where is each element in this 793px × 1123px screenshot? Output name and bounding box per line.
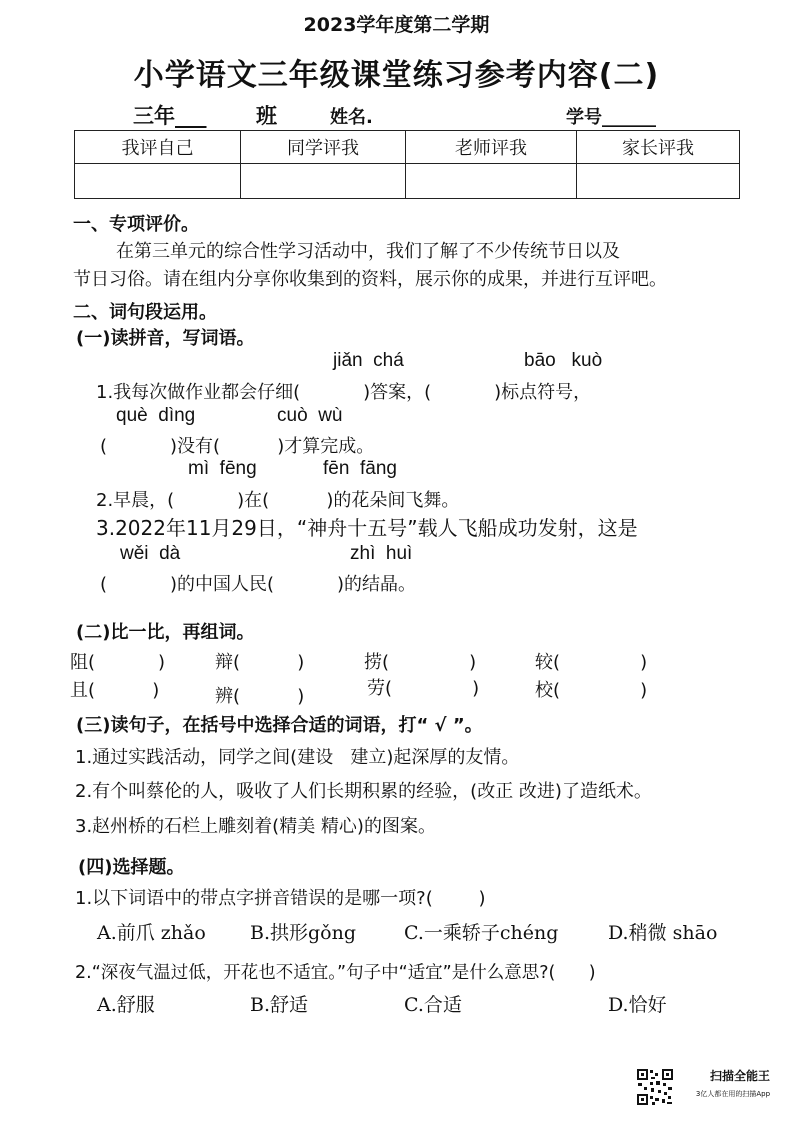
- eval-header-parent: 家长评我: [577, 131, 740, 164]
- q1-option-c: C.一乘轿子chéng: [404, 922, 559, 944]
- eval-cell-parent[interactable]: [577, 164, 740, 199]
- eval-cell-teacher[interactable]: [406, 164, 577, 199]
- part1-heading: (一)读拼音，写词语。: [76, 328, 255, 349]
- eval-header-self: 我评自己: [75, 131, 241, 164]
- compare-item-lao1: 捞( ): [364, 652, 477, 673]
- compare-item-lao2: 劳( ): [367, 678, 480, 699]
- q2-option-c: C.合适: [404, 994, 462, 1016]
- section1-heading: 一、专项评价。: [73, 214, 199, 235]
- q3-line2: ( )的中国人民( )的结晶。: [100, 574, 416, 595]
- pinyin-fenfang: fēn fāng: [323, 458, 397, 479]
- pinyin-cuowu: cuò wù: [277, 405, 343, 426]
- part3-heading: (三)读句子，在括号中选择合适的词语，打“ √ ”。: [76, 715, 483, 736]
- section1-text-line2: 节日习俗。请在组内分享你收集到的资料，展示你的成果，并进行互评吧。: [73, 269, 667, 290]
- part3-sentence3: 3.赵州桥的石栏上雕刻着(精美 精心)的图案。: [75, 816, 436, 837]
- eval-header-classmate: 同学评我: [241, 131, 406, 164]
- pinyin-mifeng: mì fēng: [188, 458, 257, 479]
- choice-question2: 2.“深夜气温过低，开花也不适宜。”句子中“适宜”是什么意思?( ): [75, 963, 596, 983]
- part2-heading: (二)比一比，再组词。: [76, 622, 255, 643]
- compare-item-xiao: 校( ): [535, 680, 648, 701]
- q2-option-d: D.恰好: [608, 994, 667, 1016]
- page-title: 小学语文三年级课堂练习参考内容(二): [133, 58, 660, 93]
- compare-item-bian2: 辨( ): [215, 686, 305, 707]
- scanner-brand-label: 扫描全能王: [709, 1069, 770, 1083]
- evaluation-table-header-row: [75, 131, 740, 164]
- q1-option-a: A.前爪 zhǎo: [97, 922, 206, 944]
- q2-option-a: A.舒服: [97, 994, 155, 1016]
- part3-sentence1: 1.通过实践活动，同学之间(建设 建立)起深厚的友情。: [75, 747, 520, 768]
- pinyin-queding: què dìng: [116, 405, 196, 426]
- compare-item-jiao: 较( ): [535, 652, 648, 673]
- evaluation-table: [74, 130, 740, 199]
- grade-field: 三年___: [133, 104, 207, 128]
- q1-line2: ( )没有( )才算完成。: [100, 436, 375, 457]
- eval-cell-self[interactable]: [75, 164, 241, 199]
- pinyin-baokuo: bāo kuò: [524, 350, 603, 371]
- q3-line1: 3.2022年11月29日，“神舟十五号”载人飞船成功发射，这是: [96, 516, 638, 540]
- part4-heading: (四)选择题。: [78, 857, 185, 878]
- class-label: 班: [256, 104, 277, 128]
- compare-item-zu: 阻( ): [70, 652, 165, 673]
- part3-sentence2: 2.有个叫蔡伦的人，吸收了人们长期积累的经验，(改正 改进)了造纸术。: [75, 781, 652, 802]
- q1-option-d: D.稍微 shāo: [608, 922, 718, 944]
- pinyin-jiancha: jiǎn chá: [333, 350, 404, 371]
- section1-text-line1: 在第三单元的综合性学习活动中，我们了解了不少传统节日以及: [116, 241, 620, 262]
- evaluation-table-input-row: [75, 164, 740, 199]
- q1-line1: 1.我每次做作业都会仔细( )答案，( )标点符号，: [96, 382, 592, 403]
- scanner-brand-tagline: 3亿人都在用的扫描App: [695, 1090, 771, 1098]
- compare-item-qie: 且( ): [70, 680, 160, 701]
- eval-cell-classmate[interactable]: [241, 164, 406, 199]
- pinyin-weida: wěi dà: [120, 543, 181, 564]
- student-number-label: 学号______: [566, 107, 656, 128]
- q2-option-b: B.舒适: [250, 994, 309, 1016]
- qr-code-icon: [636, 1068, 674, 1106]
- name-label: 姓名.: [330, 107, 373, 128]
- compare-item-bian1: 辩( ): [215, 652, 305, 673]
- page-subtitle: 2023学年度第二学期: [303, 14, 490, 36]
- section2-heading: 二、词句段运用。: [73, 302, 217, 323]
- q1-option-b: B.拱形gǒng: [250, 922, 357, 944]
- q2-line: 2.早晨，( )在( )的花朵间飞舞。: [96, 490, 460, 511]
- pinyin-zhihui: zhì huì: [350, 543, 413, 564]
- eval-header-teacher: 老师评我: [406, 131, 577, 164]
- choice-question1: 1.以下词语中的带点字拼音错误的是哪一项?( ): [75, 888, 486, 909]
